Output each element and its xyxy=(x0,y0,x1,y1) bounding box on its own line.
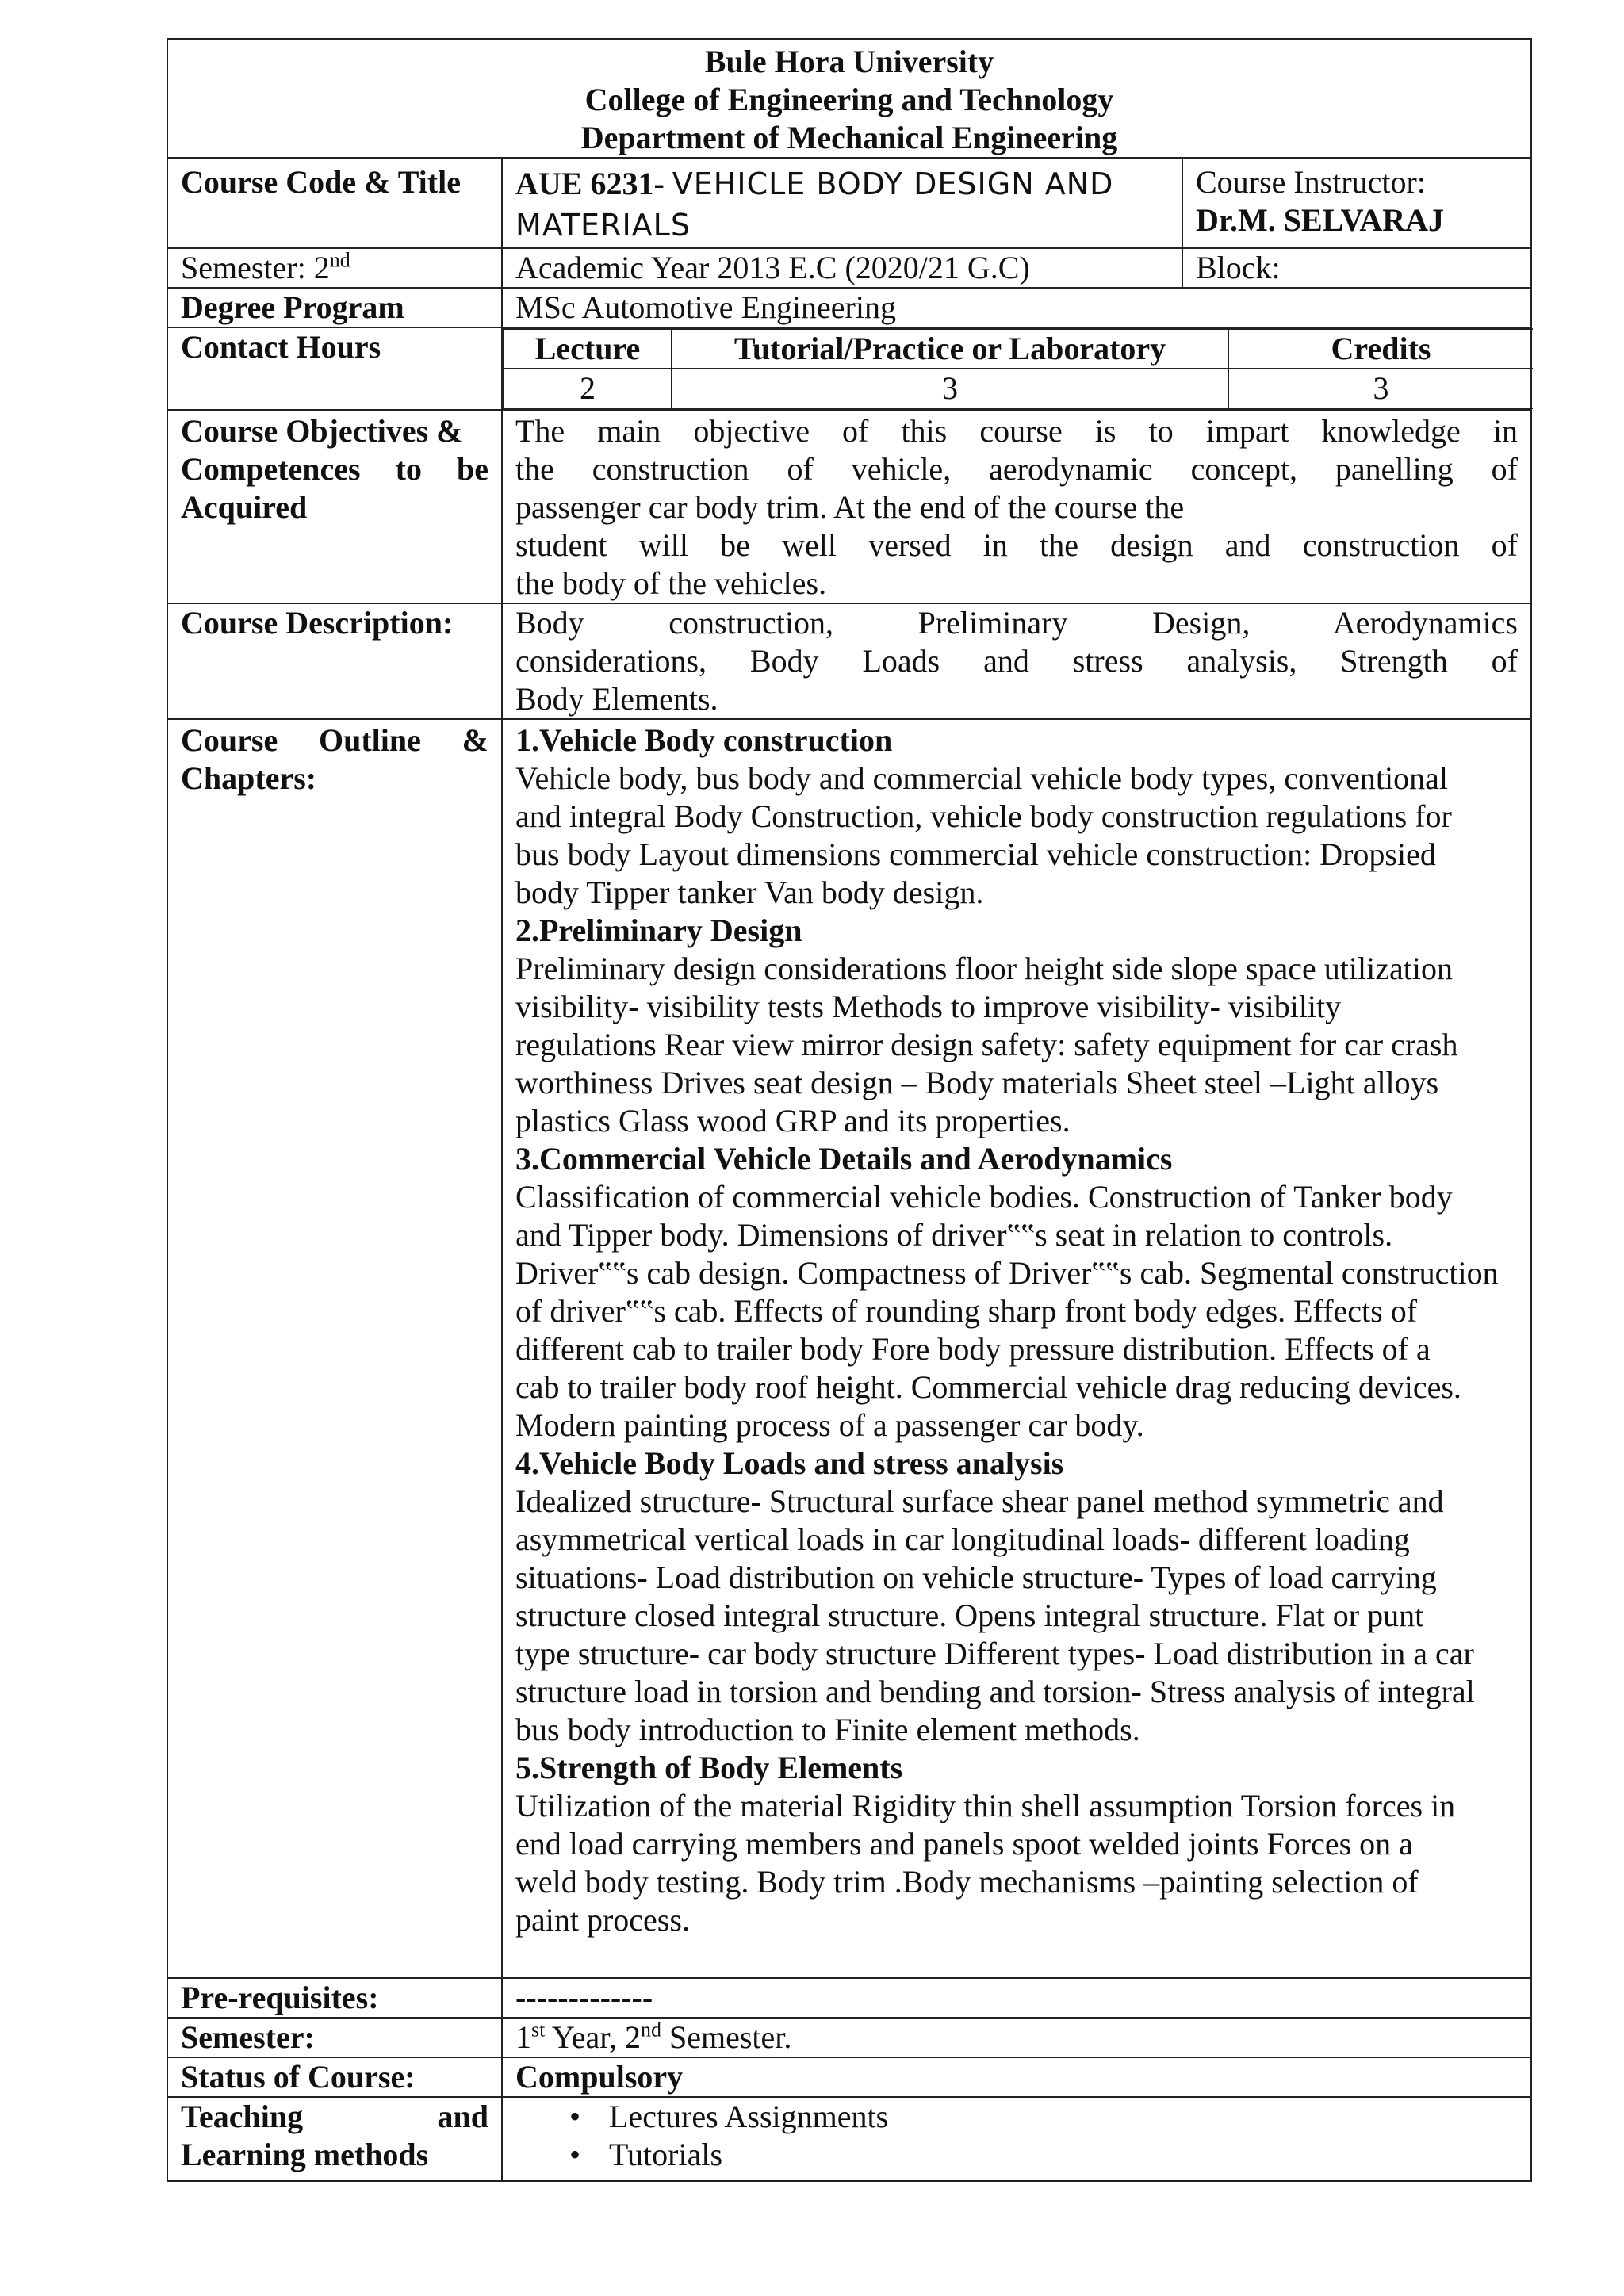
teaching-label-line: Teaching and xyxy=(181,2099,488,2134)
objectives-line: the body of the vehicles. xyxy=(515,565,827,601)
objectives-row xyxy=(167,410,1531,603)
chapter-line: Modern painting process of a passenger car body. xyxy=(515,1407,1144,1443)
prerequisites-row xyxy=(167,1978,1531,2018)
objectives-label xyxy=(167,410,502,603)
contact-hours-table xyxy=(503,328,1533,409)
chapter-line: structure closed integral structure. Opens integral structure. Flat or punt xyxy=(515,1598,1424,1633)
teaching-row xyxy=(167,2097,1531,2181)
instructor-cell xyxy=(1182,158,1531,248)
description-line: considerations, Body Loads and stress analysis, Strength of xyxy=(515,643,1518,679)
semester-text: Semester. xyxy=(661,2019,792,2055)
course-code-label: Course Code & Title xyxy=(167,158,502,248)
objectives-text xyxy=(502,410,1531,603)
chapter-line: bus body Layout dimensions commercial vehicle construction: Dropsied xyxy=(515,836,1436,872)
teaching-label xyxy=(167,2097,502,2181)
teaching-methods-list xyxy=(515,2098,1518,2174)
course-syllabus-page xyxy=(167,38,1530,2182)
semester-row xyxy=(167,248,1531,288)
semester-detail-value xyxy=(502,2018,1531,2057)
chapter-title: 4.Vehicle Body Loads and stress analysis xyxy=(515,1445,1064,1481)
semester-cell xyxy=(167,248,502,288)
chapter-line: type structure- car body structure Different types- Load distribution in a car xyxy=(515,1636,1474,1671)
list-item: • Lectures Assignments xyxy=(569,2098,1518,2136)
chapter-line: asymmetrical vertical loads in car longitudinal loads- different loading xyxy=(515,1521,1410,1557)
objectives-line: passenger car body trim. At the end of the course the xyxy=(515,489,1185,525)
course-title: VEHICLE BODY DESIGN AND MATERIALS xyxy=(515,166,1114,243)
prerequisites-value: ------------- xyxy=(502,1978,1531,2018)
chapter-line: Preliminary design considerations floor height side slope space utilization xyxy=(515,951,1453,986)
chapter-line: Driver‟‟s cab design. Compactness of Driver‟‟s cab. Segmental construction xyxy=(515,1255,1499,1291)
status-row xyxy=(167,2057,1531,2097)
chapter-line: Vehicle body, bus body and commercial vehicle body types, conventional xyxy=(515,760,1448,796)
description-label: Course Description: xyxy=(167,603,502,719)
course-code-row xyxy=(167,158,1531,248)
semester-detail-label: Semester: xyxy=(167,2018,502,2057)
description-line: Body Elements. xyxy=(515,681,718,717)
teaching-methods xyxy=(502,2097,1531,2181)
chapter-line: end load carrying members and panels spoot welded joints Forces on a xyxy=(515,1826,1413,1862)
instructor-label: Course Instructor: xyxy=(1196,164,1426,200)
lecture-header: Lecture xyxy=(504,329,672,369)
objectives-line: student will be well versed in the design and construction of xyxy=(515,527,1518,563)
course-code: AUE 6231- xyxy=(515,166,665,201)
outline-label-line: Course Outline & xyxy=(181,722,488,758)
year-text: Year, 2 xyxy=(545,2019,641,2055)
objectives-label-line: Competences to be xyxy=(181,451,488,487)
instructor-name: Dr.M. SELVARAJ xyxy=(1196,202,1445,238)
chapter-title: 3.Commercial Vehicle Details and Aerodynamics xyxy=(515,1141,1173,1177)
outline-chapters xyxy=(502,719,1531,1978)
contact-hours-grid xyxy=(502,327,1531,410)
semester-sup: nd xyxy=(329,248,350,272)
objectives-line: the construction of vehicle, aerodynamic concept, panelling of xyxy=(515,451,1518,487)
chapter-line: situations- Load distribution on vehicle structure- Types of load carrying xyxy=(515,1559,1437,1595)
college-name: College of Engineering and Technology xyxy=(584,82,1114,117)
chapter-title: 5.Strength of Body Elements xyxy=(515,1750,903,1785)
block-label: Block: xyxy=(1182,248,1531,288)
chapter-line: of driver‟‟s cab. Effects of rounding sharp front body edges. Effects of xyxy=(515,1293,1418,1329)
institution-header xyxy=(167,39,1531,158)
semester-label: Semester: 2 xyxy=(181,250,330,285)
department-name: Department of Mechanical Engineering xyxy=(580,120,1118,155)
chapter-line: cab to trailer body roof height. Commercial vehicle drag reducing devices. xyxy=(515,1369,1461,1405)
list-item: • Tutorials xyxy=(569,2136,1518,2174)
year-sup: st xyxy=(531,2018,546,2042)
outline-label-line: Chapters: xyxy=(181,760,317,796)
course-table xyxy=(167,38,1532,2182)
chapter-line: regulations Rear view mirror design safety: safety equipment for car crash xyxy=(515,1027,1458,1062)
chapter-line: Idealized structure- Structural surface shear panel method symmetric and xyxy=(515,1483,1444,1519)
chapter-title: 2.Preliminary Design xyxy=(515,913,802,948)
course-code-title xyxy=(502,158,1182,248)
contact-hours-row xyxy=(167,327,1531,410)
chapter-line: and integral Body Construction, vehicle body construction regulations for xyxy=(515,798,1452,834)
chapter-line: structure load in torsion and bending and torsion- Stress analysis of integral xyxy=(515,1674,1475,1709)
credits-value: 3 xyxy=(1228,369,1533,408)
contact-hours-label: Contact Hours xyxy=(167,327,502,410)
lecture-value: 2 xyxy=(504,369,672,408)
chapter-line: visibility- visibility tests Methods to improve visibility- visibility xyxy=(515,989,1342,1024)
chapter-line: body Tipper tanker Van body design. xyxy=(515,874,984,910)
year-number: 1 xyxy=(515,2019,531,2055)
chapter-line: different cab to trailer body Fore body pressure distribution. Effects of a xyxy=(515,1331,1431,1367)
chapter-line: bus body introduction to Finite element methods. xyxy=(515,1712,1140,1747)
header-row xyxy=(167,39,1531,158)
teaching-label-line: Learning methods xyxy=(181,2137,429,2172)
chapter-line: Utilization of the material Rigidity thin shell assumption Torsion forces in xyxy=(515,1788,1456,1823)
semester-detail-row xyxy=(167,2018,1531,2057)
description-line: Body construction, Preliminary Design, Aerodynamics xyxy=(515,605,1518,641)
tutorial-header: Tutorial/Practice or Laboratory xyxy=(672,329,1228,369)
chapter-line: weld body testing. Body trim .Body mechanisms –painting selection of xyxy=(515,1864,1419,1900)
description-row xyxy=(167,603,1531,719)
status-value: Compulsory xyxy=(502,2057,1531,2097)
tutorial-value: 3 xyxy=(672,369,1228,408)
chapter-line: and Tipper body. Dimensions of driver‟‟s seat in relation to controls. xyxy=(515,1217,1393,1253)
chapter-title: 1.Vehicle Body construction xyxy=(515,722,893,758)
university-name: Bule Hora University xyxy=(704,44,994,79)
objectives-label-line: Acquired xyxy=(181,489,308,525)
objectives-line: The main objective of this course is to impart knowledge in xyxy=(515,413,1518,449)
chapter-line: plastics Glass wood GRP and its properties. xyxy=(515,1103,1071,1138)
degree-row xyxy=(167,288,1531,327)
description-text xyxy=(502,603,1531,719)
outline-label xyxy=(167,719,502,1978)
outline-row xyxy=(167,719,1531,1978)
chapter-line: paint process. xyxy=(515,1902,690,1938)
objectives-label-line: Course Objectives & xyxy=(181,413,463,449)
prerequisites-label: Pre-requisites: xyxy=(167,1978,502,2018)
degree-value: MSc Automotive Engineering xyxy=(502,288,1531,327)
academic-year: Academic Year 2013 E.C (2020/21 G.C) xyxy=(502,248,1182,288)
chapter-line: worthiness Drives seat design – Body materials Sheet steel –Light alloys xyxy=(515,1065,1439,1100)
semester-sup: nd xyxy=(640,2018,661,2042)
status-label: Status of Course: xyxy=(167,2057,502,2097)
degree-label: Degree Program xyxy=(167,288,502,327)
chapter-line: Classification of commercial vehicle bodies. Construction of Tanker body xyxy=(515,1179,1453,1215)
credits-header: Credits xyxy=(1228,329,1533,369)
